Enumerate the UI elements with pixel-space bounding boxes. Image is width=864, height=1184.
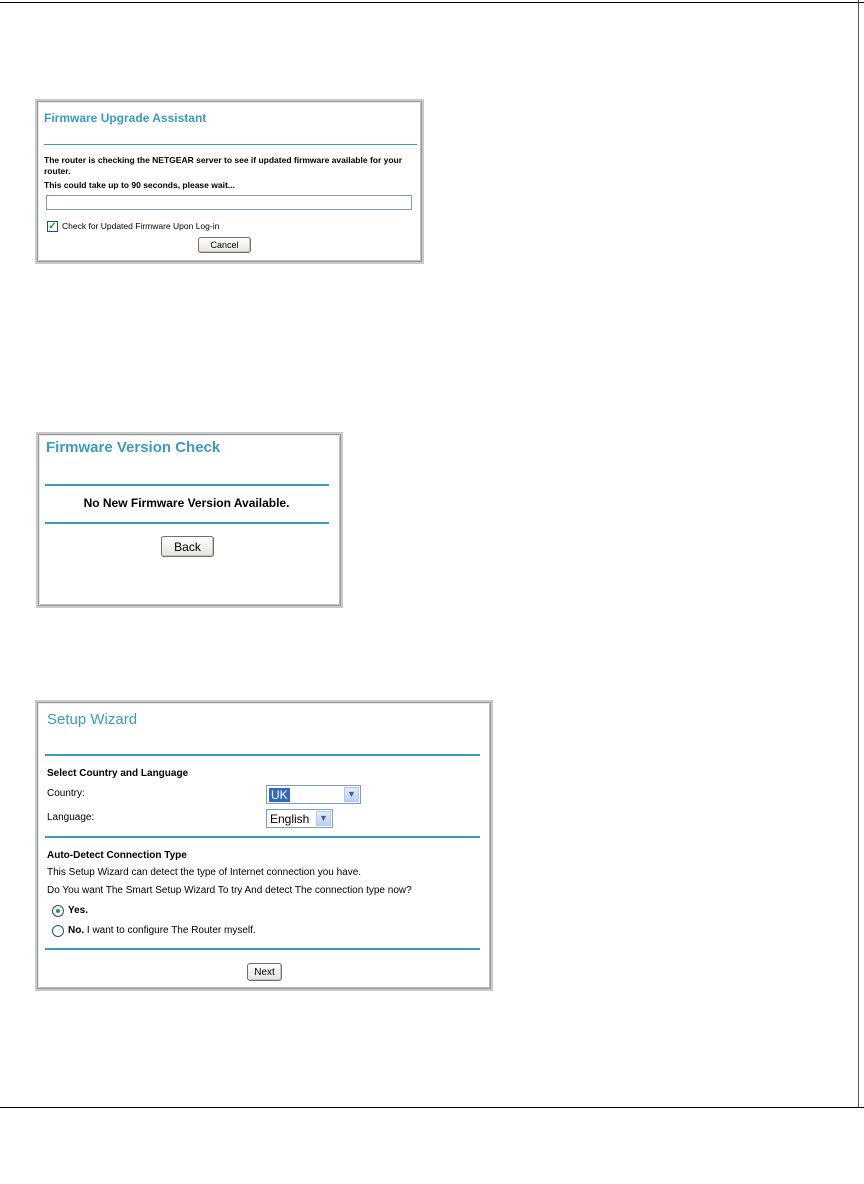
firmware-upgrade-panel	[37, 101, 422, 262]
setup-wizard-panel	[37, 702, 491, 989]
progress-bar	[46, 195, 412, 210]
bottom-rule	[0, 1107, 864, 1108]
chevron-down-icon[interactable]: ▼	[344, 787, 359, 802]
next-button[interactable]: Next	[247, 963, 282, 981]
right-margin-line	[858, 0, 859, 1107]
no-label: No. I want to configure The Router myself.	[68, 925, 256, 936]
country-selected-value: UK	[271, 788, 288, 802]
firmware-upgrade-title: Firmware Upgrade Assistant	[44, 111, 207, 125]
update-check-label: Check for Updated Firmware Upon Log-in	[62, 221, 220, 231]
chevron-down-icon[interactable]: ▼	[316, 811, 331, 826]
country-label: Country:	[47, 788, 85, 799]
no-new-firmware-message: No New Firmware Version Available.	[83, 496, 290, 510]
checking-message: The router is checking the NETGEAR server to see if updated firmware available for your	[44, 155, 403, 165]
auto-detect-heading: Auto-Detect Connection Type	[47, 850, 187, 861]
language-select[interactable]	[266, 809, 333, 828]
language-selected-value: English	[270, 812, 310, 826]
yes-radio[interactable]	[52, 905, 64, 917]
message-divider	[45, 522, 329, 524]
auto-detect-desc-2: Do You want The Smart Setup Wizard To try And detect The connection type now?	[47, 885, 412, 896]
title-divider	[45, 754, 480, 756]
section-divider	[45, 836, 480, 838]
title-divider	[44, 144, 417, 145]
top-rule	[0, 2, 864, 3]
title-divider	[45, 484, 329, 486]
country-select[interactable]	[266, 785, 361, 804]
setup-wizard-title: Setup Wizard	[47, 711, 138, 728]
auto-detect-desc-1: This Setup Wizard can detect the type of Internet connection you have.	[47, 867, 362, 878]
back-button[interactable]: Back	[161, 536, 214, 557]
cancel-button[interactable]: Cancel	[198, 237, 251, 253]
language-label: Language:	[47, 812, 95, 823]
no-radio[interactable]	[52, 925, 64, 937]
update-check-checkbox[interactable]: ✓	[48, 221, 57, 232]
wait-message: This could take up to 90 seconds, please wait...	[44, 180, 235, 190]
footer-divider	[45, 948, 480, 950]
yes-label: Yes.	[68, 905, 89, 916]
country-language-heading: Select Country and Language	[47, 768, 189, 779]
checking-message-cont: router.	[44, 166, 71, 176]
version-check-panel	[38, 434, 341, 606]
version-check-title: Firmware Version Check	[46, 439, 221, 456]
